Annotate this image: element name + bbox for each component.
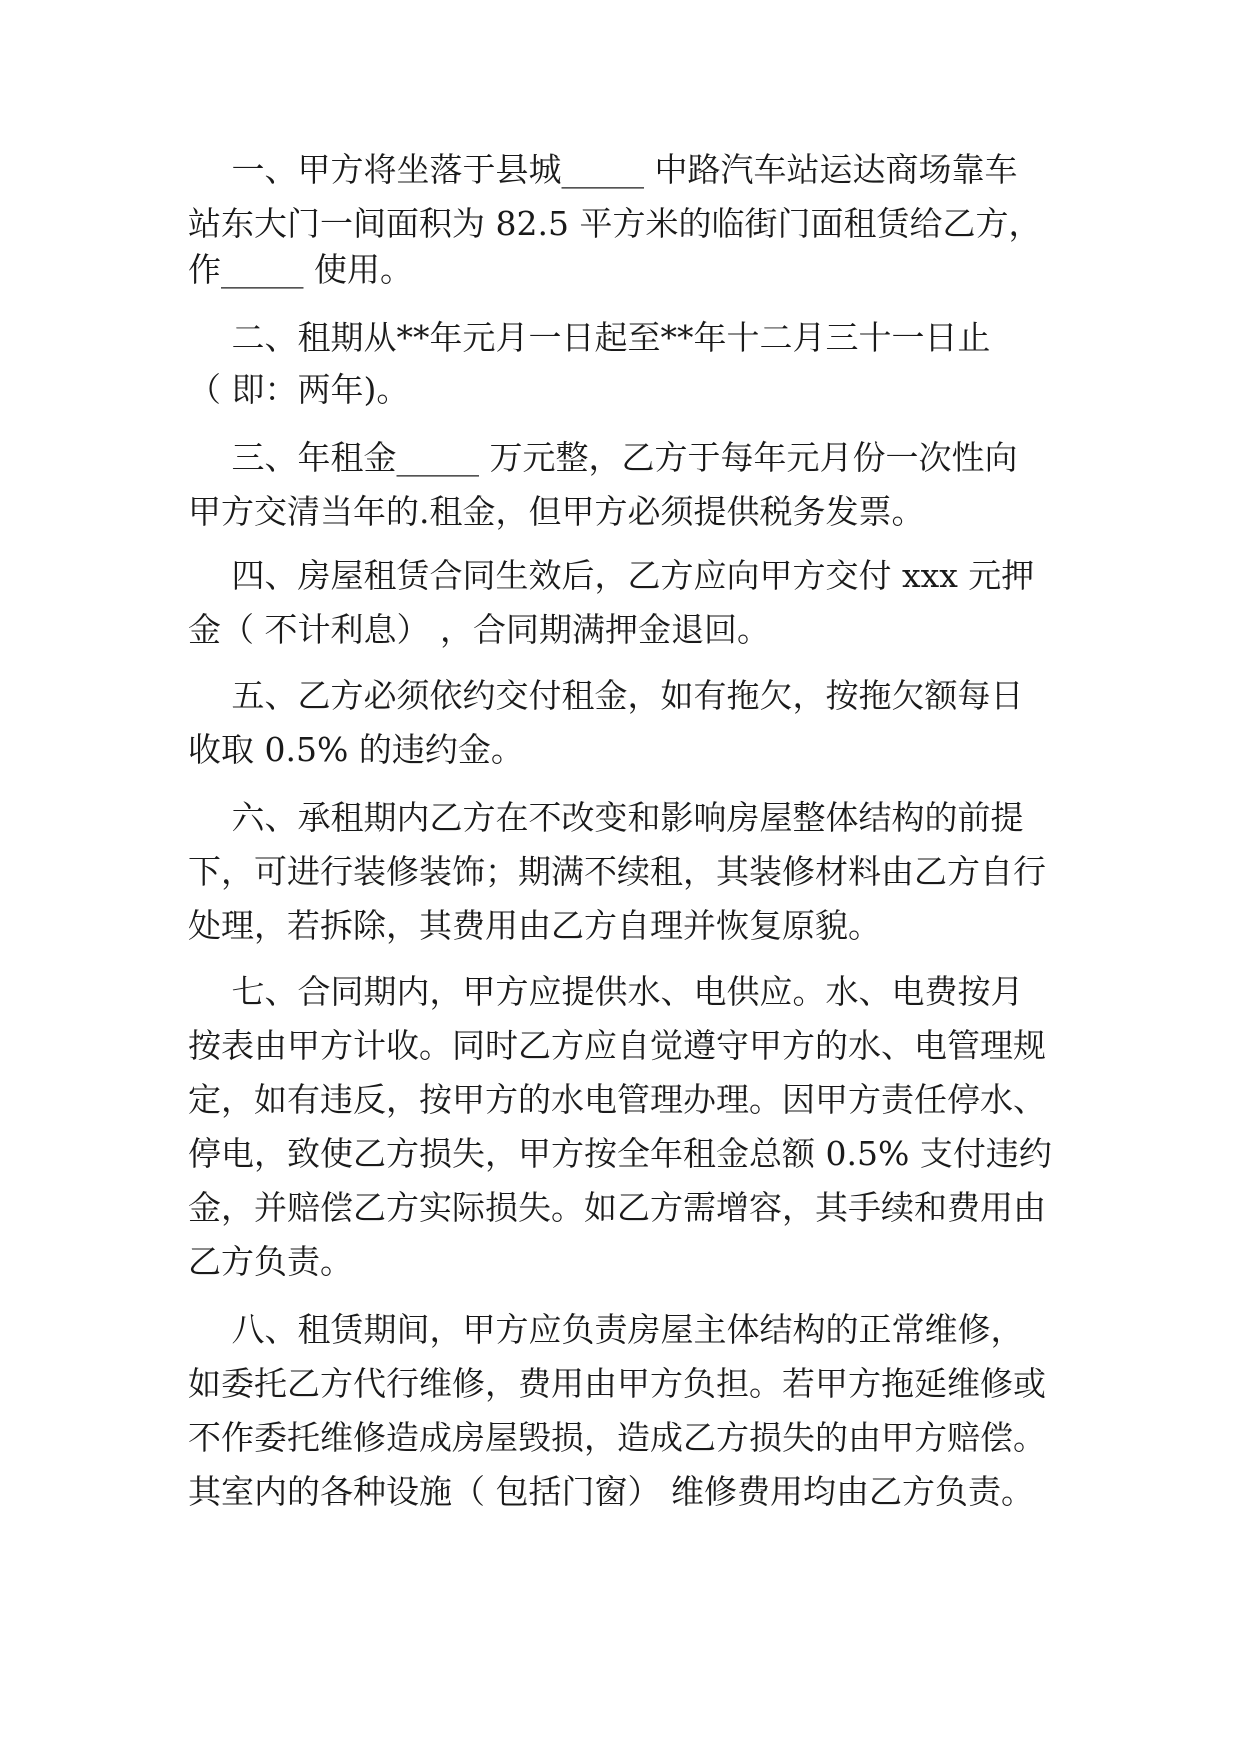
text-line: 其室内的各种设施（ 包括门窗） 维修费用均由乙方负责。 bbox=[188, 1472, 1034, 1511]
text-line: 站东大门一间面积为 82.5 平方米的临街门面租赁给乙方， bbox=[188, 204, 1042, 243]
text-line: （ 即：两年)。 bbox=[188, 370, 410, 409]
text-line: 停电，致使乙方损失，甲方按全年租金总额 0.5% 支付违约 bbox=[188, 1134, 1052, 1173]
text-line: 四、房屋租赁合同生效后，乙方应向甲方交付 xxx 元押 bbox=[188, 556, 1035, 595]
text-line: 如委托乙方代行维修，费用由甲方负担。若甲方拖延维修或 bbox=[188, 1364, 1046, 1403]
text-line: 七、合同期内，甲方应提供水、电供应。水、电费按月 bbox=[188, 972, 1024, 1011]
text-line: 作_____ 使用。 bbox=[188, 250, 413, 289]
text-line: 按表由甲方计收。同时乙方应自觉遵守甲方的水、电管理规 bbox=[188, 1026, 1046, 1065]
text-line: 二、租期从**年元月一日起至**年十二月三十一日止 bbox=[188, 318, 991, 357]
text-line: 八、租赁期间，甲方应负责房屋主体结构的正常维修， bbox=[188, 1310, 1024, 1349]
text-line: 定，如有违反，按甲方的水电管理办理。因甲方责任停水、 bbox=[188, 1080, 1046, 1119]
text-line: 收取 0.5% 的违约金。 bbox=[188, 730, 524, 769]
text-line: 一、甲方将坐落于县城_____ 中路汽车站运达商场靠车 bbox=[188, 150, 1018, 189]
text-line: 金（ 不计利息） ，合同期满押金退回。 bbox=[188, 610, 770, 649]
text-line: 甲方交清当年的.租金，但甲方必须提供税务发票。 bbox=[188, 492, 925, 531]
text-line: 乙方负责。 bbox=[188, 1242, 353, 1281]
text-line: 三、年租金_____ 万元整，乙方于每年元月份一次性向 bbox=[188, 438, 1018, 477]
text-line: 处理，若拆除，其费用由乙方自理并恢复原貌。 bbox=[188, 906, 881, 945]
text-line: 六、承租期内乙方在不改变和影响房屋整体结构的前提 bbox=[188, 798, 1024, 837]
text-line: 金，并赔偿乙方实际损失。如乙方需增容，其手续和费用由 bbox=[188, 1188, 1046, 1227]
text-line: 五、乙方必须依约交付租金，如有拖欠，按拖欠额每日 bbox=[188, 676, 1024, 715]
text-line: 下，可进行装修装饰；期满不续租，其装修材料由乙方自行 bbox=[188, 852, 1046, 891]
text-line: 不作委托维修造成房屋毁损，造成乙方损失的由甲方赔偿。 bbox=[188, 1418, 1046, 1457]
